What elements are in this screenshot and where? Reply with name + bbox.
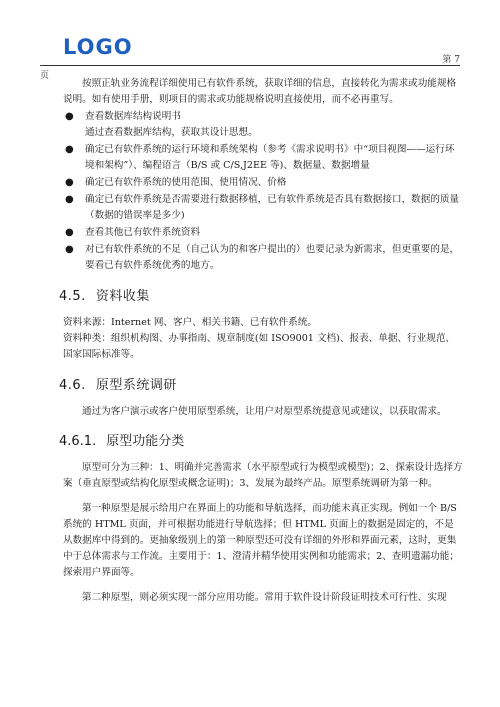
list-item-text: 查看数据库结构说明书 bbox=[85, 111, 181, 122]
section-heading-4-6 bbox=[59, 378, 463, 394]
list-item-text: 确定已有软件系统的运行环境和系统架构（参考《需求说明书》中“项目视图——运行环境和架构”）、编程语言（B/S 或 C/S,J2EE 等)、数据量、数据增量 bbox=[85, 144, 455, 171]
list-item bbox=[63, 192, 463, 224]
section-paragraph: 通过为客户演示或客户使用原型系统，让用户对原型系统提意见或建议，以获取需求。 bbox=[82, 406, 447, 417]
list-item bbox=[63, 142, 463, 174]
paragraph-3: 第二种原型，则必须实现一部分应用功能。常用于软件设计阶段证明技术可行性、实现 bbox=[82, 592, 447, 603]
logo: LOGO bbox=[63, 35, 133, 59]
bullet-dot-icon: ● bbox=[65, 194, 74, 205]
intro-paragraph: 按照正轨业务流程详细使用已有软件系统，获取详细的信息，直接转化为需求或功能规格说明。如有使用手册，则项目的需求或功能规格说明直接使用，而不必再重写。 bbox=[63, 78, 457, 105]
section-heading-4-6-1 bbox=[59, 434, 463, 450]
document-body bbox=[59, 76, 463, 606]
section-title: 原型系统调研 bbox=[95, 378, 177, 393]
paragraph-2: 第一种原型是展示给用户在界面上的功能和导航选择，而功能未真正实现。例如一个 B/S 系统的 HTML 页面，并可根据功能进行导航选择；但 HTML 页面上的数据是固定的，不是从数据库中得到的。更抽象级别上的第一种原型还可没有详细的外形和界面元素，这时，更集中于总体需求与工作流。主要用于：1、澄清并精华使用实例和功能需求；2、查明遗漏功能；探索用户界面等。 bbox=[63, 503, 459, 578]
list-item bbox=[63, 242, 463, 274]
list-item bbox=[63, 225, 463, 241]
types-paragraph: 资料种类：组织机构图、办事指南、规章制度(如 ISO9001 文档)、报表、单据、行业规范、国家国际标准等。 bbox=[63, 333, 456, 360]
header-divider bbox=[40, 65, 460, 66]
section-title: 资料收集 bbox=[95, 289, 150, 304]
page-number-suffix: 页 bbox=[40, 71, 50, 81]
section-number: 4.6. bbox=[59, 378, 86, 393]
list-item-text: 查看其他已有软件系统资料 bbox=[85, 227, 201, 238]
bullet-dot-icon: ● bbox=[65, 177, 74, 188]
list-item-text: 确定已有软件系统的使用范围、使用情况、价格 bbox=[85, 177, 287, 188]
bullet-dot-icon: ● bbox=[65, 227, 74, 238]
bullet-list bbox=[63, 109, 463, 274]
list-item-text: 确定已有软件系统是否需要进行数据移植，已有软件系统是否具有数据接口，数据的质量（数据的错误率是多少) bbox=[85, 194, 460, 221]
bullet-dot-icon: ● bbox=[65, 144, 74, 155]
source-paragraph: 资料来源：Internet 网、客户、相关书籍、已有软件系统。 bbox=[63, 317, 317, 328]
bullet-dot-icon: ● bbox=[65, 111, 74, 122]
list-item-text: 对已有软件系统的不足（自己认为的和客户提出的）也要记录为新需求，但更重要的是，要看已有软件系统优秀的地方。 bbox=[85, 244, 460, 271]
list-item-subtext: 通过查看数据库结构，获取其设计思想。 bbox=[85, 127, 258, 138]
page-number: 第 7 bbox=[442, 55, 460, 65]
paragraph-1: 原型可分为三种：1、明确并完善需求（水平原型或行为模型或模型)；2、探索设计选择方案（垂直原型或结构化原型或概念证明)；3、发展为最终产品。原型系统调研为第一种。 bbox=[63, 462, 463, 489]
section-number: 4.6.1. bbox=[59, 434, 97, 449]
bullet-dot-icon: ● bbox=[65, 244, 74, 255]
list-item bbox=[63, 175, 463, 191]
section-heading-4-5 bbox=[59, 289, 463, 305]
section-number: 4.5. bbox=[59, 289, 86, 304]
section-title: 原型功能分类 bbox=[106, 434, 185, 449]
list-item bbox=[63, 109, 463, 141]
